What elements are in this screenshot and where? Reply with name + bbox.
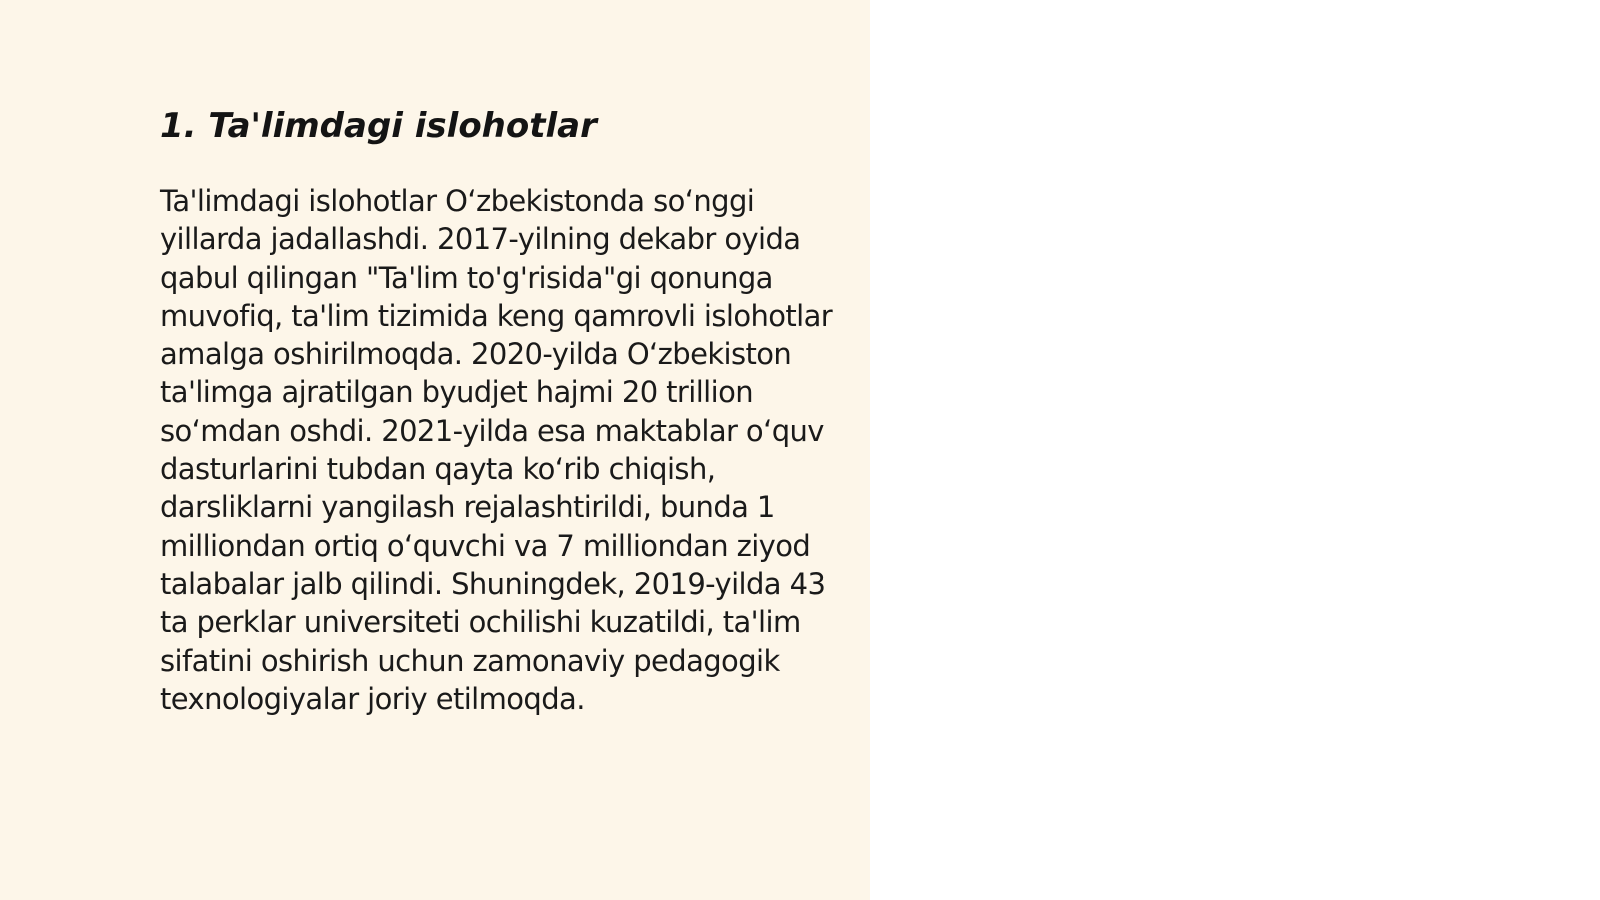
slide-content <box>160 104 840 718</box>
blank-panel <box>870 0 1600 900</box>
slide-heading: 1. Ta'limdagi islohotlar <box>160 106 597 146</box>
slide-body-text: Ta'limdagi islohotlar O‘zbekistonda so‘nggi yillarda jadallashdi. 2017-yilning dekabr oyida qabul qilingan "Ta'lim to'g'risida"gi qonunga muvofiq, ta'lim tizimida keng qamrovli islohotlar amalga oshirilmoqda. 2020-yilda O‘zbekiston ta'limga ajratilgan byudjet hajmi 20 trillion so‘mdan oshdi. 2021-yilda esa maktablar o‘quv dasturlarini tubdan qayta ko‘rib chiqish, darsliklarni yangilash rejalashtirildi, bunda 1 milliondan ortiq o‘quvchi va 7 milliondan ziyod talabalar jalb qilindi. Shuningdek, 2019-yilda 43 ta perklar universiteti ochilishi kuzatildi, ta'lim sifatini oshirish uchun zamonaviy pedagogik texnologiyalar joriy etilmoqda. <box>160 184 833 716</box>
